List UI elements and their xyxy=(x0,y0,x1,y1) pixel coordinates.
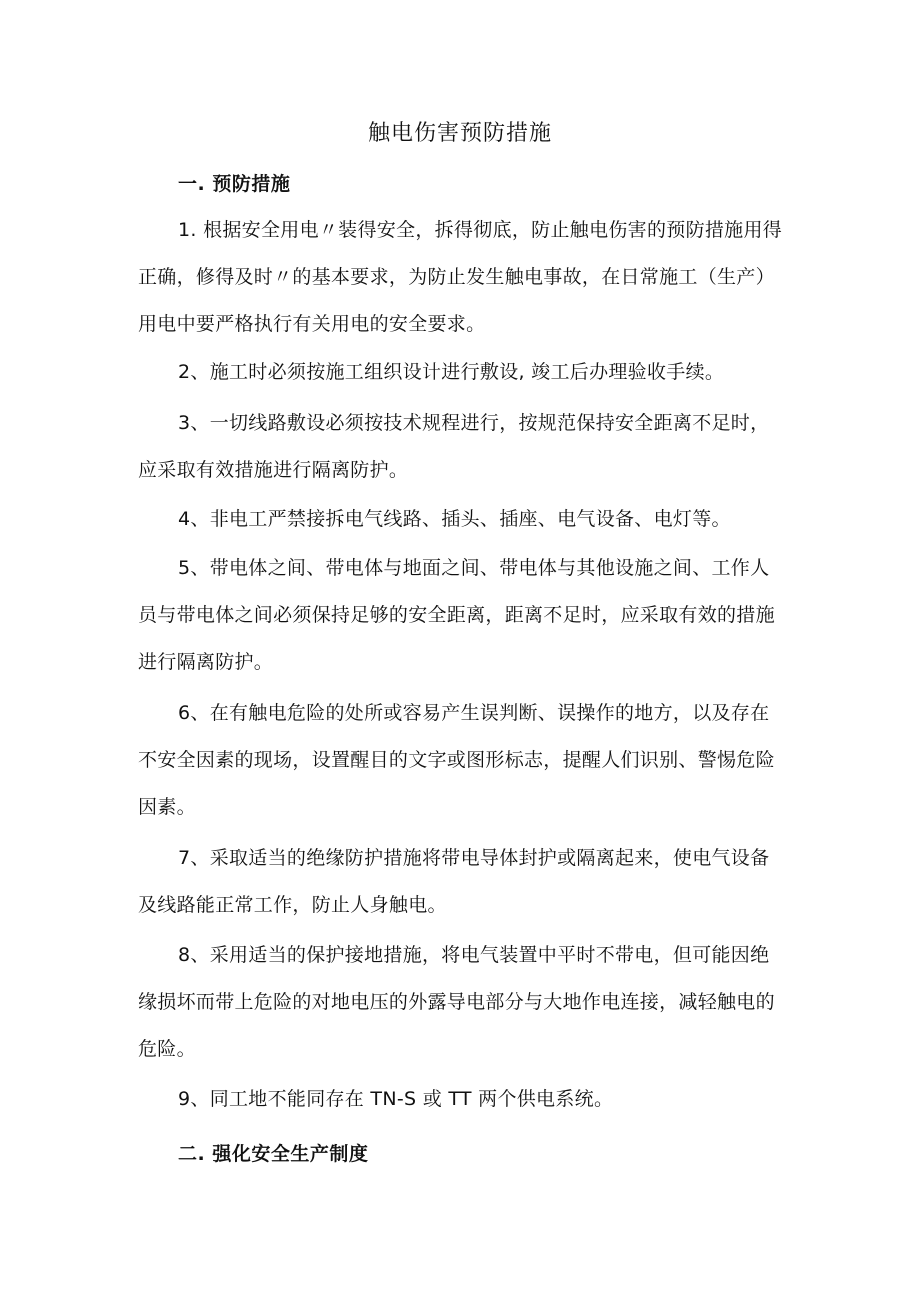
paragraph-7: 7、采取适当的绝缘防护措施将带电导体封护或隔离起来，使电气设备及线路能正常工作，防止人身触电。 xyxy=(138,847,770,916)
paragraph-2: 2、施工时必须按施工组织设计进行敷设, 竣工后办理验收手续。 xyxy=(178,361,725,383)
page-title: 触电伤害预防措施 xyxy=(367,121,552,146)
paragraph-6: 6、在有触电危险的处所或容易产生误判断、误操作的地方，以及存在不安全因素的现场，设置醒目的文字或图形标志，提醒人们识别、警惕危险因素。 xyxy=(138,702,775,818)
section-heading-prevention: 一. 预防措施 xyxy=(178,173,291,195)
paragraph-5: 5、带电体之间、带电体与地面之间、带电体与其他设施之间、工作人员与带电体之间必须保持足够的安全距离，距离不足时，应采取有效的措施进行隔离防护。 xyxy=(138,557,775,673)
paragraph-3: 3、一切线路敷设必须按技术规程进行，按规范保持安全距离不足时，应采取有效措施进行隔离防护。 xyxy=(138,412,770,481)
paragraph-4: 4、非电工严禁接拆电气线路、插头、插座、电气设备、电灯等。 xyxy=(178,508,731,530)
paragraph-8: 8、采用适当的保护接地措施，将电气装置中平时不带电，但可能因绝缘损坏而带上危险的对地电压的外露导电部分与大地作电连接，减轻触电的危险。 xyxy=(138,944,775,1060)
section-heading-safety-system: 二. 强化安全生产制度 xyxy=(178,1143,369,1165)
paragraph-9: 9、同工地不能同存在 TN-S 或 TT 两个供电系统。 xyxy=(178,1088,614,1110)
paragraph-1: 1. 根据安全用电〃装得安全，拆得彻底，防止触电伤害的预防措施用得正确，修得及时〃的基本要求，为防止发生触电事故，在日常施工（生产）用电中要严格执行有关用电的安全要求。 xyxy=(138,219,783,335)
